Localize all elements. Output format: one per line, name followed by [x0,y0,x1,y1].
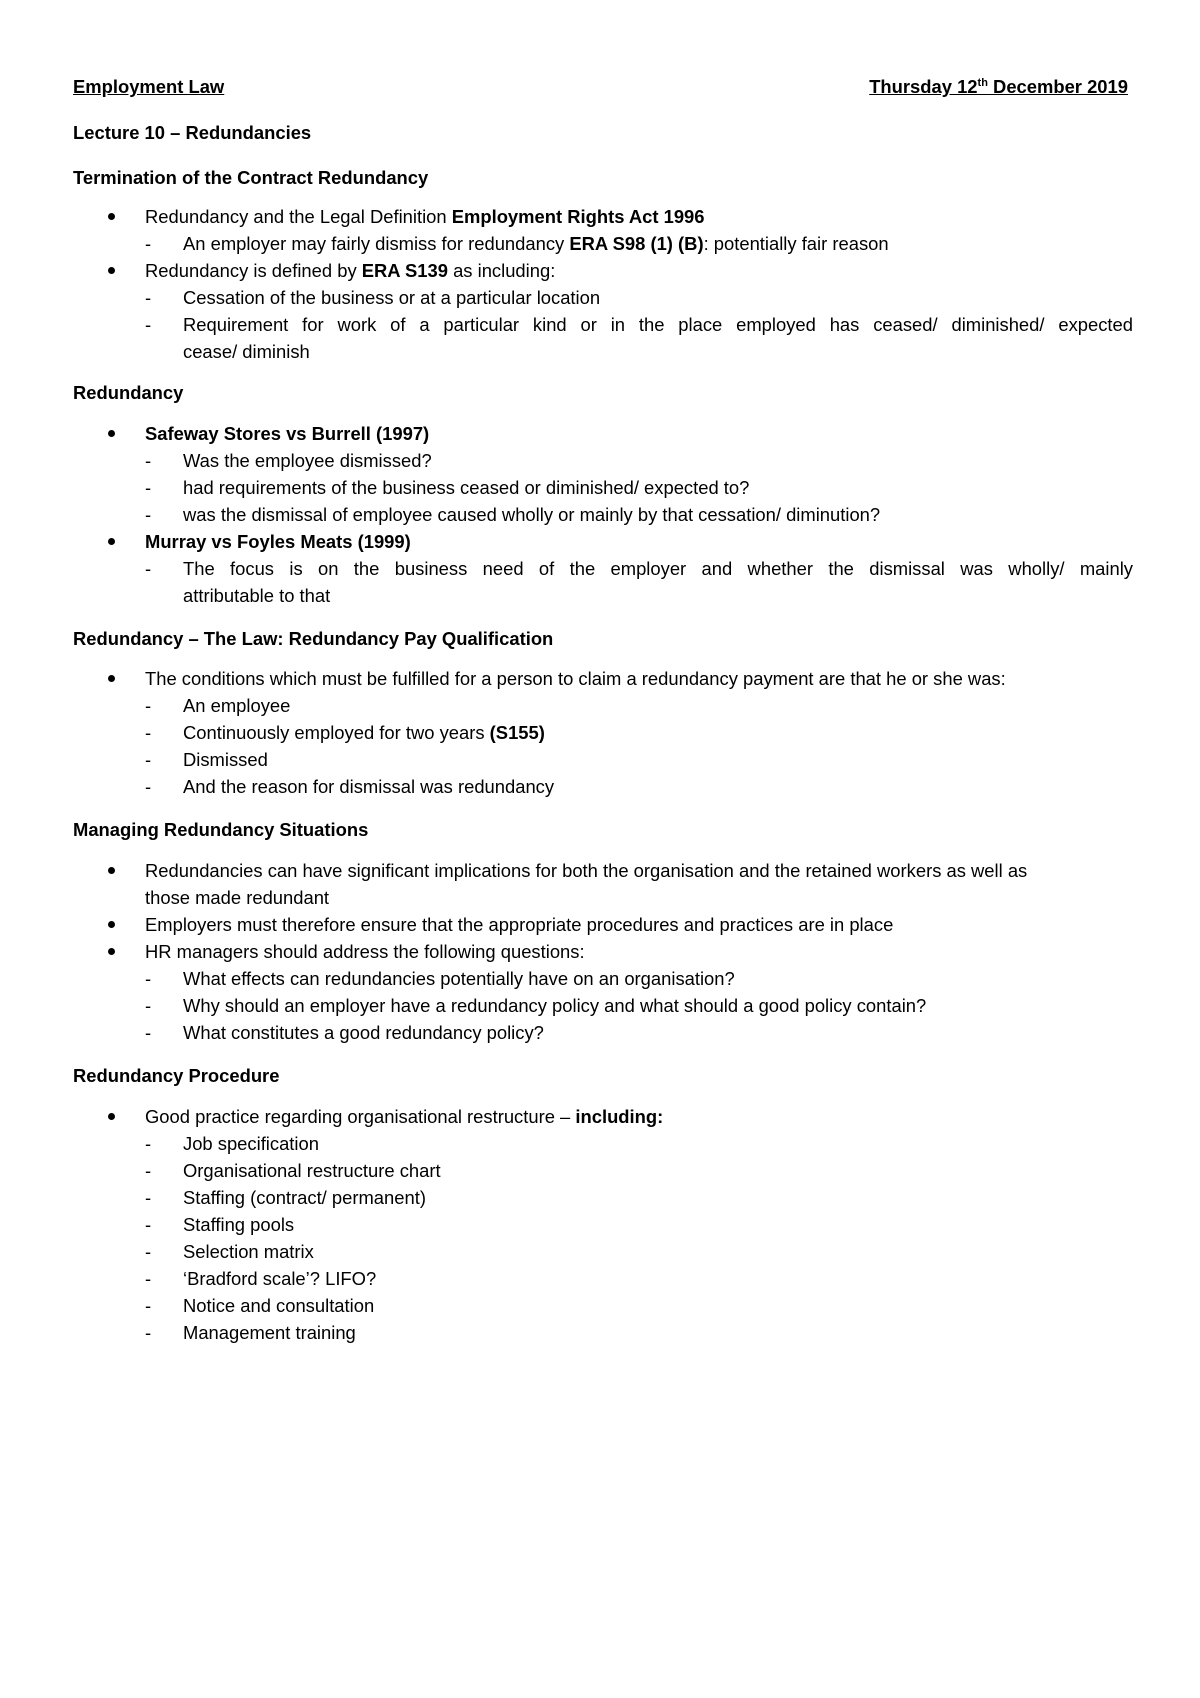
list-item: Notice and consultation [183,1295,375,1316]
dash-icon: - [145,314,152,335]
list-item: Was the employee dismissed? [183,450,432,471]
dash-icon: - [145,695,152,716]
bullet-icon [108,1113,115,1120]
date-suffix: th [977,76,988,89]
lecture-date [869,75,1128,99]
item-text: Redundancy and the Legal Definition [145,206,452,227]
dash-icon: - [145,1241,152,1262]
list-item: What effects can redundancies potentially have on an organisation? [183,968,735,989]
item-bold: including: [575,1106,664,1127]
item-text: Continuously employed for two years [183,722,490,743]
dash-icon: - [145,722,152,743]
list-item: The conditions which must be fulfilled for a person to claim a redundancy payment are that he or she was: [145,668,1006,689]
dash-icon: - [145,450,152,471]
bullet-icon [108,213,115,220]
list-item-continued: attributable to that [183,585,331,606]
bullet-icon [108,538,115,545]
item-text: Redundancy is defined by [145,260,362,281]
bullet-icon [108,267,115,274]
list-item [145,259,555,283]
dash-icon: - [145,1160,152,1181]
list-item: Selection matrix [183,1241,314,1262]
list-item: ‘Bradford scale’? LIFO? [183,1268,377,1289]
section-heading-procedure: Redundancy Procedure [73,1065,280,1086]
item-bold: ERA S139 [361,260,448,281]
list-item-continued: cease/ diminish [183,341,310,362]
list-item: Job specification [183,1133,319,1154]
dash-icon: - [145,558,152,579]
section-heading-managing: Managing Redundancy Situations [73,819,369,840]
list-item [183,232,889,256]
dash-icon: - [145,1133,152,1154]
list-item: Requirement for work of a particular kind or in the place employed has ceased/ diminished/ expected [183,314,1133,335]
list-item: Staffing (contract/ permanent) [183,1187,426,1208]
case-name: Murray vs Foyles Meats (1999) [145,531,411,552]
list-item: Organisational restructure chart [183,1160,441,1181]
item-text: : potentially fair reason [703,233,889,254]
item-text: An employer may fairly dismiss for redundancy [183,233,570,254]
bullet-icon [108,948,115,955]
list-item [145,205,705,229]
item-text: Good practice regarding organisational restructure – [145,1106,576,1127]
list-item: had requirements of the business ceased or diminished/ expected to? [183,477,750,498]
bullet-icon [108,867,115,874]
list-item: Dismissed [183,749,268,770]
list-item: Management training [183,1322,356,1343]
list-item: Employers must therefore ensure that the appropriate procedures and practices are in place [145,914,894,935]
dash-icon: - [145,1214,152,1235]
list-item: was the dismissal of employee caused wholly or mainly by that cessation/ diminution? [183,504,881,525]
dash-icon: - [145,995,152,1016]
date-day: Thursday 12 [869,76,978,97]
dash-icon: - [145,749,152,770]
case-name: Safeway Stores vs Burrell (1997) [145,423,430,444]
section-heading-pay-qualification: Redundancy – The Law: Redundancy Pay Qualification [73,628,554,649]
list-item: Redundancies can have significant implications for both the organisation and the retained workers as well as [145,860,1028,881]
list-item: HR managers should address the following questions: [145,941,585,962]
dash-icon: - [145,1268,152,1289]
list-item: Cessation of the business or at a particular location [183,287,601,308]
item-text: as including: [447,260,556,281]
item-bold: Employment Rights Act 1996 [451,206,705,227]
date-rest: December 2019 [987,76,1128,97]
bullet-icon [108,675,115,682]
lecture-title: Lecture 10 – Redundancies [73,122,312,143]
bullet-icon [108,430,115,437]
bullet-icon [108,921,115,928]
dash-icon: - [145,968,152,989]
item-bold: ERA S98 (1) (B) [569,233,704,254]
list-item: Why should an employer have a redundancy policy and what should a good policy contain? [183,995,927,1016]
list-item: The focus is on the business need of the employer and whether the dismissal was wholly/ mainly [183,558,1133,579]
dash-icon: - [145,477,152,498]
dash-icon: - [145,1022,152,1043]
list-item: An employee [183,695,291,716]
list-item [183,721,545,745]
dash-icon: - [145,1187,152,1208]
dash-icon: - [145,776,152,797]
list-item-continued: those made redundant [145,887,330,908]
dash-icon: - [145,233,152,254]
dash-icon: - [145,1322,152,1343]
list-item: And the reason for dismissal was redundancy [183,776,555,797]
dash-icon: - [145,1295,152,1316]
dash-icon: - [145,287,152,308]
section-heading-redundancy: Redundancy [73,382,184,403]
list-item [145,1105,663,1129]
list-item: What constitutes a good redundancy policy? [183,1022,544,1043]
list-item: Staffing pools [183,1214,295,1235]
item-bold: (S155) [489,722,545,743]
dash-icon: - [145,504,152,525]
course-title: Employment Law [73,76,225,97]
section-heading-termination: Termination of the Contract Redundancy [73,167,429,188]
